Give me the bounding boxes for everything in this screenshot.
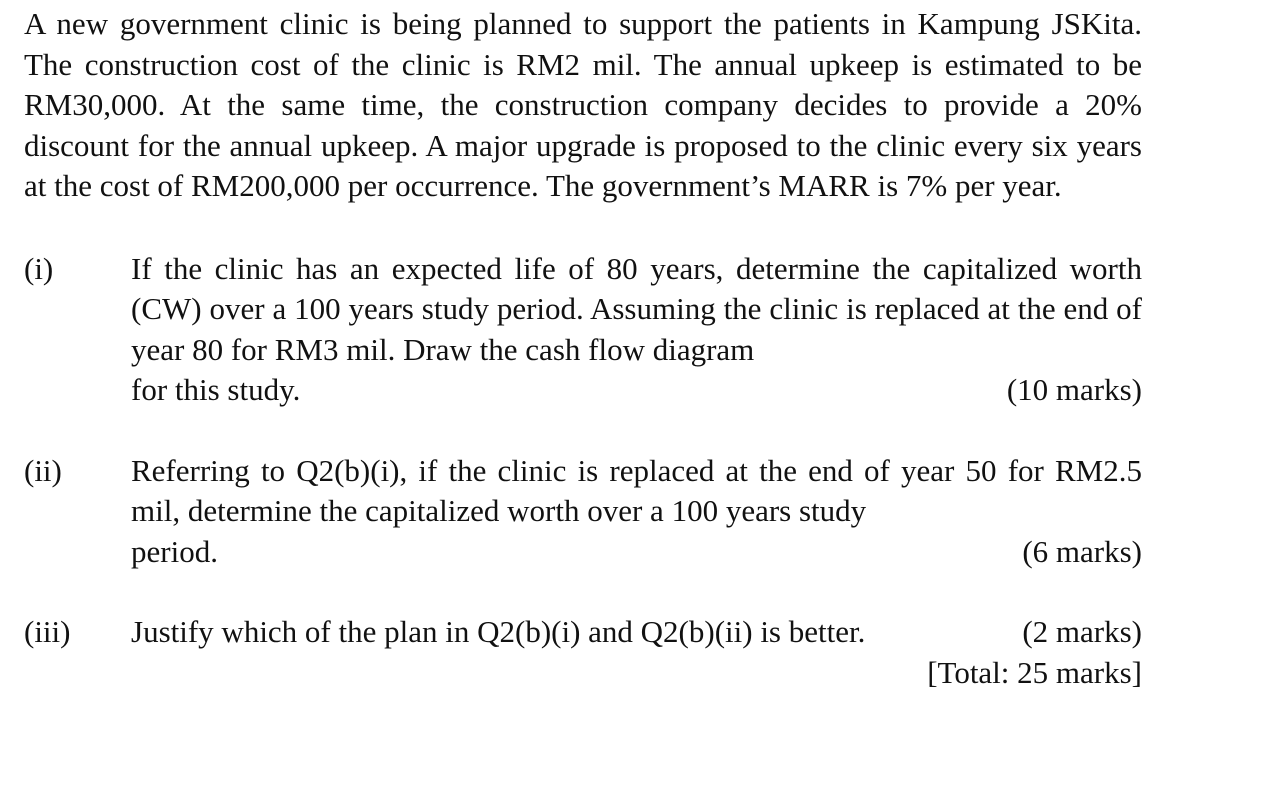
question-last-line — [131, 370, 1142, 411]
marks-label: (2 marks) — [1022, 614, 1142, 649]
question-body — [131, 451, 1142, 573]
question-number: (iii) — [24, 614, 71, 649]
question-body — [131, 612, 1142, 693]
marks-label: (10 marks) — [1006, 372, 1142, 407]
question-text-end: Justify which of the plan in Q2(b)(i) and Q2(b)(ii) is better. — [131, 614, 866, 649]
question-body — [131, 249, 1142, 411]
question-last-line — [131, 532, 1142, 573]
marks-label: (6 marks) — [1022, 533, 1142, 569]
question-ii — [24, 451, 1142, 573]
question-page — [24, 4, 1142, 693]
question-text-end: period. — [131, 533, 218, 569]
question-number: (ii) — [24, 452, 62, 488]
question-text: If the clinic has an expected life of 80 years, determine the capitalized worth (CW) over a 100 years study period. Assuming the clinic is replaced at the end of year 80 for RM3 mil. Draw the cash flow diagram — [131, 250, 1142, 367]
question-text-end: for this study. — [131, 372, 301, 407]
question-text: Referring to Q2(b)(i), if the clinic is replaced at the end of year 50 for RM2.5 mil, determine the capitalized worth over a 100 years study — [131, 452, 1142, 528]
question-last-line — [131, 612, 1142, 653]
question-i — [24, 249, 1142, 411]
total-marks: [Total: 25 marks] — [927, 654, 1142, 690]
intro-paragraph: A new government clinic is being planned to support the patients in Kampung JSKita. The construction cost of the clinic is RM2 mil. The annual upkeep is estimated to be RM30,000. At the same time, the construction company decides to provide a 20% discount for the annual upkeep. A major upgrade is proposed to the clinic every six years at the cost of RM200,000 per occurrence. The government’s MARR is 7% per year. — [24, 6, 1142, 203]
question-number: (i) — [24, 250, 54, 286]
question-iii — [24, 612, 1142, 693]
